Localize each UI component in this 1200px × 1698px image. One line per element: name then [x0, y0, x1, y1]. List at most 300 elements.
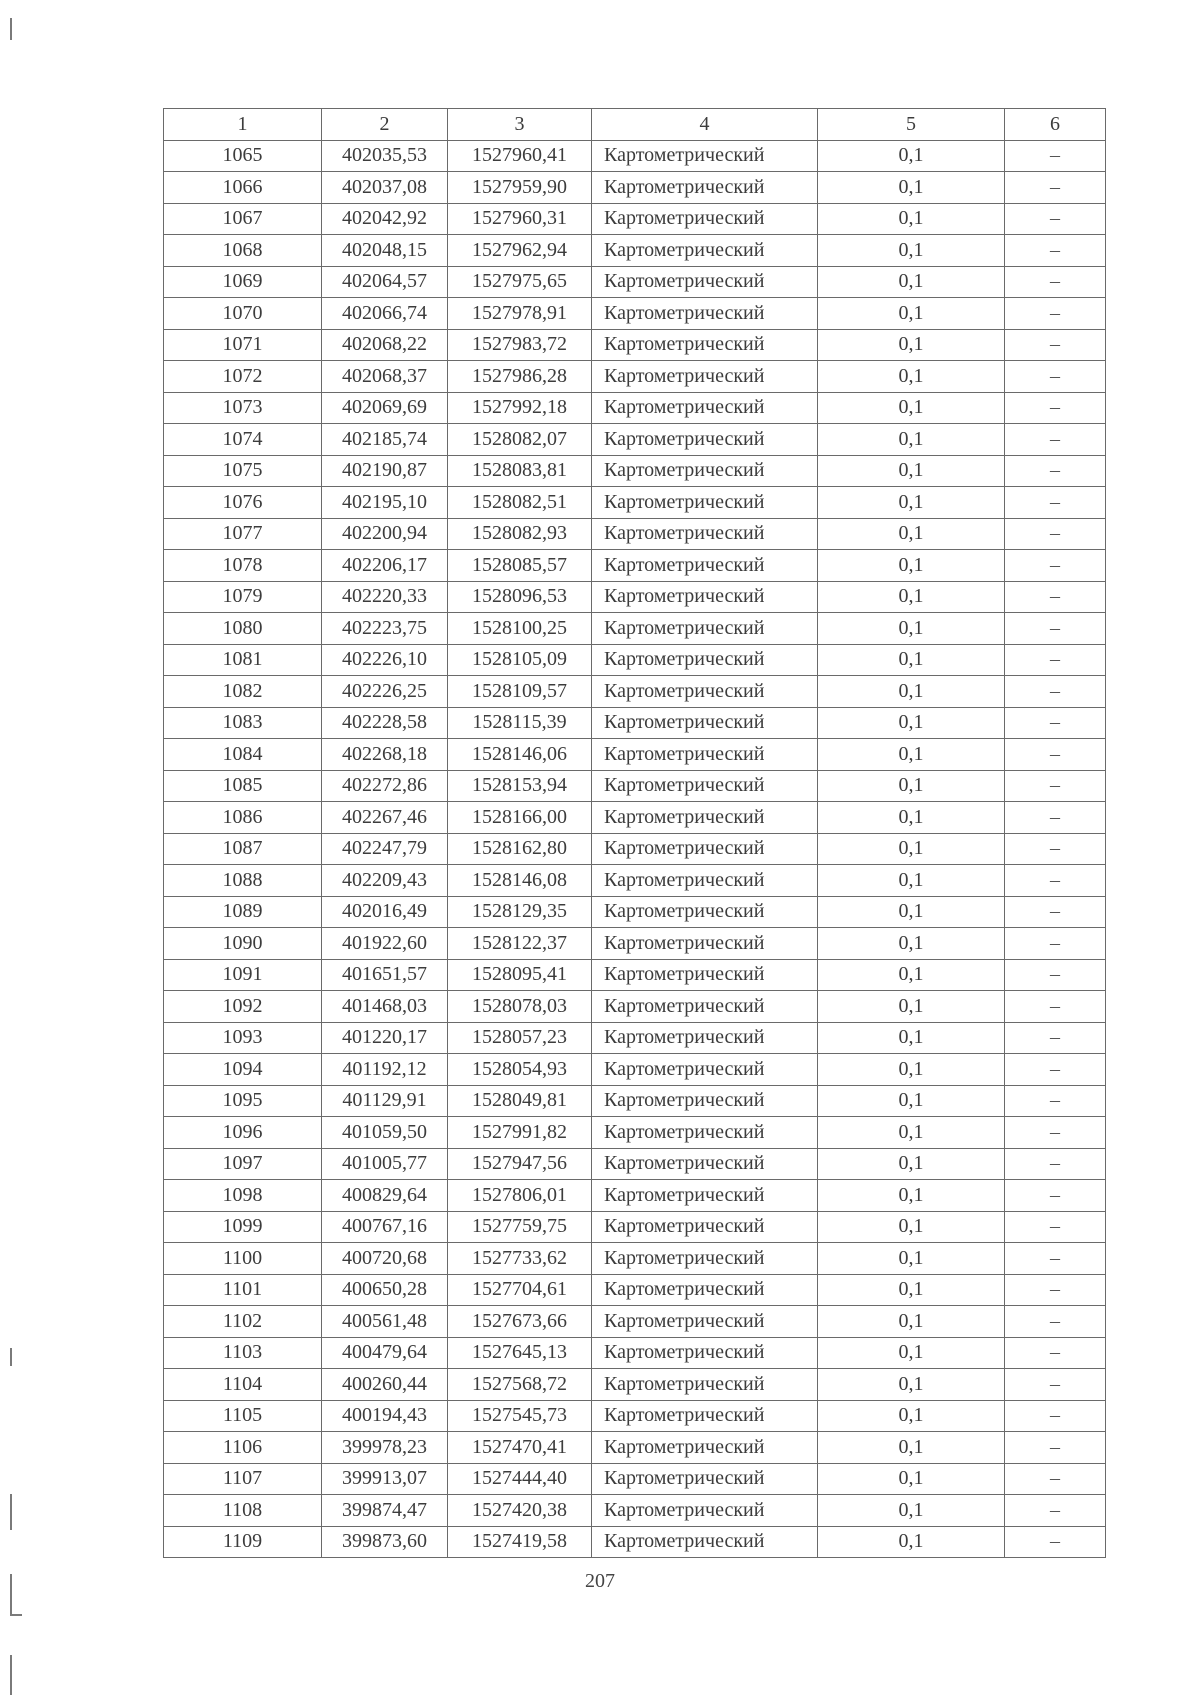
table-row: [164, 140, 1106, 172]
x-coordinate-cell: 400829,64: [322, 1180, 448, 1212]
y-coordinate-cell: 1527983,72: [448, 329, 592, 361]
x-coordinate-cell: 401468,03: [322, 991, 448, 1023]
x-coordinate-cell: 400767,16: [322, 1211, 448, 1243]
method-cell: Картометрический: [592, 1274, 818, 1306]
note-cell: –: [1005, 1180, 1106, 1212]
y-coordinate-cell: 1528082,51: [448, 487, 592, 519]
accuracy-cell: 0,1: [818, 550, 1005, 582]
note-cell: –: [1005, 140, 1106, 172]
method-cell: Картометрический: [592, 959, 818, 991]
note-cell: –: [1005, 676, 1106, 708]
x-coordinate-cell: 402209,43: [322, 865, 448, 897]
note-cell: –: [1005, 361, 1106, 393]
note-cell: –: [1005, 266, 1106, 298]
method-cell: Картометрический: [592, 770, 818, 802]
method-cell: Картометрический: [592, 1117, 818, 1149]
y-coordinate-cell: 1527978,91: [448, 298, 592, 330]
y-coordinate-cell: 1527959,90: [448, 172, 592, 204]
table-row: [164, 266, 1106, 298]
point-number-cell: 1103: [164, 1337, 322, 1369]
x-coordinate-cell: 402200,94: [322, 518, 448, 550]
x-coordinate-cell: 400650,28: [322, 1274, 448, 1306]
y-coordinate-cell: 1527420,38: [448, 1495, 592, 1527]
note-cell: –: [1005, 833, 1106, 865]
table-row: [164, 392, 1106, 424]
method-cell: Картометрический: [592, 1306, 818, 1338]
scan-margin-mark: [10, 1348, 12, 1366]
point-number-cell: 1068: [164, 235, 322, 267]
point-number-cell: 1076: [164, 487, 322, 519]
accuracy-cell: 0,1: [818, 1400, 1005, 1432]
note-cell: –: [1005, 1306, 1106, 1338]
scan-margin-mark: [10, 1494, 12, 1530]
accuracy-cell: 0,1: [818, 991, 1005, 1023]
method-cell: Картометрический: [592, 1463, 818, 1495]
table-row: [164, 676, 1106, 708]
scan-margin-mark: [10, 1655, 12, 1695]
point-number-cell: 1074: [164, 424, 322, 456]
y-coordinate-cell: 1528096,53: [448, 581, 592, 613]
column-header: 6: [1005, 109, 1106, 141]
accuracy-cell: 0,1: [818, 1306, 1005, 1338]
method-cell: Картометрический: [592, 1022, 818, 1054]
note-cell: –: [1005, 707, 1106, 739]
method-cell: Картометрический: [592, 550, 818, 582]
table-row: [164, 1180, 1106, 1212]
point-number-cell: 1078: [164, 550, 322, 582]
x-coordinate-cell: 402190,87: [322, 455, 448, 487]
accuracy-cell: 0,1: [818, 1180, 1005, 1212]
accuracy-cell: 0,1: [818, 329, 1005, 361]
accuracy-cell: 0,1: [818, 1369, 1005, 1401]
y-coordinate-cell: 1528083,81: [448, 455, 592, 487]
y-coordinate-cell: 1527673,66: [448, 1306, 592, 1338]
accuracy-cell: 0,1: [818, 140, 1005, 172]
x-coordinate-cell: 400720,68: [322, 1243, 448, 1275]
table-row: [164, 1495, 1106, 1527]
accuracy-cell: 0,1: [818, 1211, 1005, 1243]
point-number-cell: 1109: [164, 1526, 322, 1558]
accuracy-cell: 0,1: [818, 424, 1005, 456]
y-coordinate-cell: 1527704,61: [448, 1274, 592, 1306]
column-header: 3: [448, 109, 592, 141]
accuracy-cell: 0,1: [818, 928, 1005, 960]
x-coordinate-cell: 402068,37: [322, 361, 448, 393]
table-row: [164, 959, 1106, 991]
scan-margin-mark: [10, 18, 12, 40]
table-row: [164, 1526, 1106, 1558]
point-number-cell: 1083: [164, 707, 322, 739]
accuracy-cell: 0,1: [818, 707, 1005, 739]
table-row: [164, 581, 1106, 613]
table-row: [164, 1400, 1106, 1432]
column-header: 5: [818, 109, 1005, 141]
point-number-cell: 1077: [164, 518, 322, 550]
point-number-cell: 1098: [164, 1180, 322, 1212]
x-coordinate-cell: 402247,79: [322, 833, 448, 865]
table-row: [164, 203, 1106, 235]
point-number-cell: 1093: [164, 1022, 322, 1054]
accuracy-cell: 0,1: [818, 1432, 1005, 1464]
note-cell: –: [1005, 1243, 1106, 1275]
x-coordinate-cell: 401129,91: [322, 1085, 448, 1117]
method-cell: Картометрический: [592, 172, 818, 204]
point-number-cell: 1107: [164, 1463, 322, 1495]
method-cell: Картометрический: [592, 329, 818, 361]
point-number-cell: 1102: [164, 1306, 322, 1338]
method-cell: Картометрический: [592, 1180, 818, 1212]
method-cell: Картометрический: [592, 1369, 818, 1401]
table-row: [164, 455, 1106, 487]
method-cell: Картометрический: [592, 739, 818, 771]
x-coordinate-cell: 402267,46: [322, 802, 448, 834]
method-cell: Картометрический: [592, 1400, 818, 1432]
method-cell: Картометрический: [592, 487, 818, 519]
point-number-cell: 1091: [164, 959, 322, 991]
accuracy-cell: 0,1: [818, 1495, 1005, 1527]
x-coordinate-cell: 401005,77: [322, 1148, 448, 1180]
point-number-cell: 1066: [164, 172, 322, 204]
x-coordinate-cell: 401192,12: [322, 1054, 448, 1086]
y-coordinate-cell: 1528057,23: [448, 1022, 592, 1054]
note-cell: –: [1005, 644, 1106, 676]
x-coordinate-cell: 402226,10: [322, 644, 448, 676]
accuracy-cell: 0,1: [818, 1463, 1005, 1495]
point-number-cell: 1100: [164, 1243, 322, 1275]
method-cell: Картометрический: [592, 1054, 818, 1086]
x-coordinate-cell: 402069,69: [322, 392, 448, 424]
table-row: [164, 802, 1106, 834]
table-row: [164, 644, 1106, 676]
note-cell: –: [1005, 424, 1106, 456]
accuracy-cell: 0,1: [818, 172, 1005, 204]
x-coordinate-cell: 402185,74: [322, 424, 448, 456]
accuracy-cell: 0,1: [818, 770, 1005, 802]
accuracy-cell: 0,1: [818, 1054, 1005, 1086]
table-row: [164, 739, 1106, 771]
method-cell: Картометрический: [592, 865, 818, 897]
method-cell: Картометрический: [592, 1243, 818, 1275]
y-coordinate-cell: 1528122,37: [448, 928, 592, 960]
x-coordinate-cell: 402206,17: [322, 550, 448, 582]
accuracy-cell: 0,1: [818, 613, 1005, 645]
note-cell: –: [1005, 518, 1106, 550]
x-coordinate-cell: 400260,44: [322, 1369, 448, 1401]
note-cell: –: [1005, 1274, 1106, 1306]
column-header: 4: [592, 109, 818, 141]
y-coordinate-cell: 1528105,09: [448, 644, 592, 676]
point-number-cell: 1090: [164, 928, 322, 960]
point-number-cell: 1097: [164, 1148, 322, 1180]
method-cell: Картометрический: [592, 1085, 818, 1117]
method-cell: Картометрический: [592, 1211, 818, 1243]
y-coordinate-cell: 1528054,93: [448, 1054, 592, 1086]
point-number-cell: 1075: [164, 455, 322, 487]
note-cell: –: [1005, 1085, 1106, 1117]
note-cell: –: [1005, 203, 1106, 235]
method-cell: Картометрический: [592, 802, 818, 834]
note-cell: –: [1005, 1337, 1106, 1369]
point-number-cell: 1070: [164, 298, 322, 330]
note-cell: –: [1005, 298, 1106, 330]
note-cell: –: [1005, 235, 1106, 267]
note-cell: –: [1005, 1463, 1106, 1495]
y-coordinate-cell: 1528082,07: [448, 424, 592, 456]
table-row: [164, 361, 1106, 393]
method-cell: Картометрический: [592, 581, 818, 613]
x-coordinate-cell: 402068,22: [322, 329, 448, 361]
coordinates-table: [163, 108, 1106, 1558]
table-body: [164, 140, 1106, 1558]
note-cell: –: [1005, 1117, 1106, 1149]
accuracy-cell: 0,1: [818, 1117, 1005, 1149]
point-number-cell: 1071: [164, 329, 322, 361]
point-number-cell: 1079: [164, 581, 322, 613]
y-coordinate-cell: 1528129,35: [448, 896, 592, 928]
y-coordinate-cell: 1528146,06: [448, 739, 592, 771]
y-coordinate-cell: 1527960,31: [448, 203, 592, 235]
table-row: [164, 1463, 1106, 1495]
table-row: [164, 991, 1106, 1023]
method-cell: Картометрический: [592, 298, 818, 330]
x-coordinate-cell: 399978,23: [322, 1432, 448, 1464]
x-coordinate-cell: 399913,07: [322, 1463, 448, 1495]
method-cell: Картометрический: [592, 203, 818, 235]
y-coordinate-cell: 1527733,62: [448, 1243, 592, 1275]
y-coordinate-cell: 1527568,72: [448, 1369, 592, 1401]
note-cell: –: [1005, 487, 1106, 519]
note-cell: –: [1005, 1495, 1106, 1527]
note-cell: –: [1005, 1148, 1106, 1180]
point-number-cell: 1067: [164, 203, 322, 235]
note-cell: –: [1005, 613, 1106, 645]
y-coordinate-cell: 1527962,94: [448, 235, 592, 267]
table-row: [164, 1085, 1106, 1117]
point-number-cell: 1096: [164, 1117, 322, 1149]
method-cell: Картометрический: [592, 266, 818, 298]
y-coordinate-cell: 1527759,75: [448, 1211, 592, 1243]
accuracy-cell: 0,1: [818, 361, 1005, 393]
accuracy-cell: 0,1: [818, 487, 1005, 519]
note-cell: –: [1005, 581, 1106, 613]
y-coordinate-cell: 1527947,56: [448, 1148, 592, 1180]
x-coordinate-cell: 401059,50: [322, 1117, 448, 1149]
point-number-cell: 1065: [164, 140, 322, 172]
note-cell: –: [1005, 329, 1106, 361]
table-row: [164, 298, 1106, 330]
x-coordinate-cell: 400479,64: [322, 1337, 448, 1369]
x-coordinate-cell: 401651,57: [322, 959, 448, 991]
y-coordinate-cell: 1527986,28: [448, 361, 592, 393]
note-cell: –: [1005, 896, 1106, 928]
table-row: [164, 1369, 1106, 1401]
x-coordinate-cell: 400561,48: [322, 1306, 448, 1338]
x-coordinate-cell: 402064,57: [322, 266, 448, 298]
point-number-cell: 1088: [164, 865, 322, 897]
note-cell: –: [1005, 172, 1106, 204]
accuracy-cell: 0,1: [818, 518, 1005, 550]
point-number-cell: 1081: [164, 644, 322, 676]
table-row: [164, 1054, 1106, 1086]
table-row: [164, 1337, 1106, 1369]
x-coordinate-cell: 402037,08: [322, 172, 448, 204]
y-coordinate-cell: 1528153,94: [448, 770, 592, 802]
accuracy-cell: 0,1: [818, 644, 1005, 676]
method-cell: Картометрический: [592, 392, 818, 424]
note-cell: –: [1005, 865, 1106, 897]
point-number-cell: 1099: [164, 1211, 322, 1243]
note-cell: –: [1005, 550, 1106, 582]
x-coordinate-cell: 399874,47: [322, 1495, 448, 1527]
method-cell: Картометрический: [592, 1432, 818, 1464]
accuracy-cell: 0,1: [818, 865, 1005, 897]
table-header-row: [164, 109, 1106, 141]
method-cell: Картометрический: [592, 1148, 818, 1180]
x-coordinate-cell: 402272,86: [322, 770, 448, 802]
note-cell: –: [1005, 1022, 1106, 1054]
point-number-cell: 1072: [164, 361, 322, 393]
y-coordinate-cell: 1527806,01: [448, 1180, 592, 1212]
table-row: [164, 1274, 1106, 1306]
table-row: [164, 1243, 1106, 1275]
method-cell: Картометрический: [592, 518, 818, 550]
note-cell: –: [1005, 1211, 1106, 1243]
y-coordinate-cell: 1528166,00: [448, 802, 592, 834]
y-coordinate-cell: 1527991,82: [448, 1117, 592, 1149]
y-coordinate-cell: 1527975,65: [448, 266, 592, 298]
y-coordinate-cell: 1527960,41: [448, 140, 592, 172]
note-cell: –: [1005, 991, 1106, 1023]
x-coordinate-cell: 402195,10: [322, 487, 448, 519]
method-cell: Картометрический: [592, 1526, 818, 1558]
point-number-cell: 1094: [164, 1054, 322, 1086]
table-row: [164, 235, 1106, 267]
point-number-cell: 1082: [164, 676, 322, 708]
y-coordinate-cell: 1527444,40: [448, 1463, 592, 1495]
accuracy-cell: 0,1: [818, 676, 1005, 708]
method-cell: Картометрический: [592, 140, 818, 172]
point-number-cell: 1092: [164, 991, 322, 1023]
accuracy-cell: 0,1: [818, 1243, 1005, 1275]
accuracy-cell: 0,1: [818, 392, 1005, 424]
point-number-cell: 1101: [164, 1274, 322, 1306]
table-row: [164, 865, 1106, 897]
page-number: 207: [585, 1570, 615, 1592]
x-coordinate-cell: 402066,74: [322, 298, 448, 330]
accuracy-cell: 0,1: [818, 298, 1005, 330]
accuracy-cell: 0,1: [818, 1274, 1005, 1306]
point-number-cell: 1069: [164, 266, 322, 298]
method-cell: Картометрический: [592, 928, 818, 960]
x-coordinate-cell: 399873,60: [322, 1526, 448, 1558]
column-header: 2: [322, 109, 448, 141]
method-cell: Картометрический: [592, 613, 818, 645]
point-number-cell: 1089: [164, 896, 322, 928]
x-coordinate-cell: 402228,58: [322, 707, 448, 739]
y-coordinate-cell: 1528109,57: [448, 676, 592, 708]
note-cell: –: [1005, 1054, 1106, 1086]
note-cell: –: [1005, 1369, 1106, 1401]
note-cell: –: [1005, 770, 1106, 802]
table-row: [164, 833, 1106, 865]
point-number-cell: 1106: [164, 1432, 322, 1464]
accuracy-cell: 0,1: [818, 203, 1005, 235]
point-number-cell: 1086: [164, 802, 322, 834]
method-cell: Картометрический: [592, 424, 818, 456]
y-coordinate-cell: 1528100,25: [448, 613, 592, 645]
accuracy-cell: 0,1: [818, 266, 1005, 298]
table-row: [164, 329, 1106, 361]
table-row: [164, 1148, 1106, 1180]
table-row: [164, 1117, 1106, 1149]
table-row: [164, 172, 1106, 204]
accuracy-cell: 0,1: [818, 1085, 1005, 1117]
y-coordinate-cell: 1528049,81: [448, 1085, 592, 1117]
table-row: [164, 707, 1106, 739]
accuracy-cell: 0,1: [818, 1148, 1005, 1180]
accuracy-cell: 0,1: [818, 1022, 1005, 1054]
point-number-cell: 1105: [164, 1400, 322, 1432]
point-number-cell: 1080: [164, 613, 322, 645]
method-cell: Картометрический: [592, 991, 818, 1023]
y-coordinate-cell: 1527545,73: [448, 1400, 592, 1432]
method-cell: Картометрический: [592, 1337, 818, 1369]
y-coordinate-cell: 1527470,41: [448, 1432, 592, 1464]
point-number-cell: 1073: [164, 392, 322, 424]
accuracy-cell: 0,1: [818, 1337, 1005, 1369]
y-coordinate-cell: 1528162,80: [448, 833, 592, 865]
accuracy-cell: 0,1: [818, 581, 1005, 613]
table-row: [164, 424, 1106, 456]
accuracy-cell: 0,1: [818, 896, 1005, 928]
accuracy-cell: 0,1: [818, 235, 1005, 267]
y-coordinate-cell: 1527645,13: [448, 1337, 592, 1369]
method-cell: Картометрический: [592, 833, 818, 865]
note-cell: –: [1005, 392, 1106, 424]
column-header: 1: [164, 109, 322, 141]
y-coordinate-cell: 1528082,93: [448, 518, 592, 550]
scan-margin-mark: [10, 1614, 22, 1616]
x-coordinate-cell: 402035,53: [322, 140, 448, 172]
point-number-cell: 1085: [164, 770, 322, 802]
method-cell: Картометрический: [592, 644, 818, 676]
y-coordinate-cell: 1527992,18: [448, 392, 592, 424]
note-cell: –: [1005, 802, 1106, 834]
point-number-cell: 1084: [164, 739, 322, 771]
x-coordinate-cell: 401922,60: [322, 928, 448, 960]
method-cell: Картометрический: [592, 896, 818, 928]
note-cell: –: [1005, 959, 1106, 991]
point-number-cell: 1095: [164, 1085, 322, 1117]
x-coordinate-cell: 402048,15: [322, 235, 448, 267]
point-number-cell: 1108: [164, 1495, 322, 1527]
y-coordinate-cell: 1528078,03: [448, 991, 592, 1023]
accuracy-cell: 0,1: [818, 739, 1005, 771]
note-cell: –: [1005, 455, 1106, 487]
method-cell: Картометрический: [592, 707, 818, 739]
table-row: [164, 770, 1106, 802]
accuracy-cell: 0,1: [818, 1526, 1005, 1558]
note-cell: –: [1005, 1526, 1106, 1558]
accuracy-cell: 0,1: [818, 455, 1005, 487]
method-cell: Картометрический: [592, 235, 818, 267]
method-cell: Картометрический: [592, 676, 818, 708]
table-row: [164, 613, 1106, 645]
x-coordinate-cell: 401220,17: [322, 1022, 448, 1054]
accuracy-cell: 0,1: [818, 833, 1005, 865]
table-row: [164, 518, 1106, 550]
accuracy-cell: 0,1: [818, 959, 1005, 991]
